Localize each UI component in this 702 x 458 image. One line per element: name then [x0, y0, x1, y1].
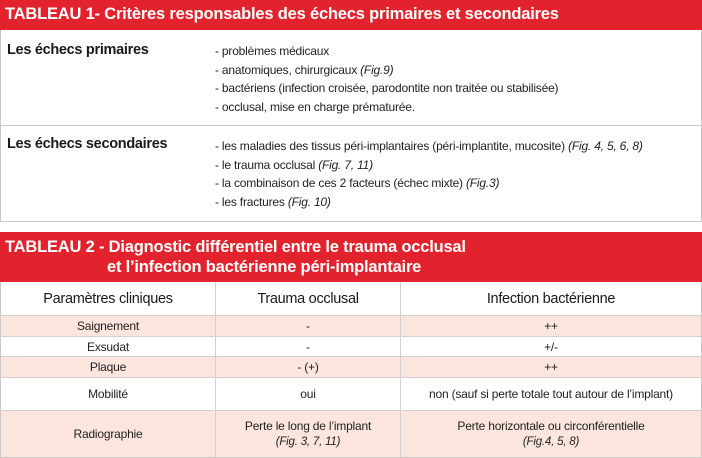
column-header: Trauma occlusal [215, 282, 400, 315]
list-item: - anatomiques, chirurgicaux (Fig.9) [215, 62, 394, 77]
table2-title-line2: et l’infection bactérienne péri-implantaire [107, 258, 422, 276]
list-item: - problèmes médicaux [215, 44, 330, 58]
table-cell: Exsudat [87, 339, 129, 354]
table-cell [400, 411, 701, 457]
list-item: - le trauma occlusal (Fig. 7, 11) [215, 157, 373, 172]
table-row [1, 378, 701, 411]
table1-row-primary [1, 30, 701, 126]
table1 [0, 30, 702, 222]
table-cell: non (sauf si perte totale tout autour de l’implant) [400, 378, 701, 410]
list-item: - les fractures (Fig. 10) [215, 194, 331, 209]
table-cell: - (+) [215, 357, 400, 377]
criteria-list [215, 42, 558, 116]
list-item: - la combinaison de ces 2 facteurs (échec mixte) (Fig.3) [215, 176, 500, 190]
table-cell: ++ [400, 316, 701, 336]
criteria-list [215, 137, 643, 211]
figure-reference: (Fig. 3, 7, 11) [275, 436, 341, 448]
list-item: - occlusal, mise en charge prématurée. [215, 99, 415, 114]
table-row [1, 316, 701, 337]
column-header: Infection bactérienne [400, 282, 701, 315]
table-cell: Plaque [89, 360, 127, 374]
table-cell: +/- [400, 337, 701, 356]
table2 [0, 282, 702, 458]
table-cell: Mobilité [88, 387, 128, 401]
table-row [1, 411, 701, 457]
table-cell [215, 411, 400, 457]
cell-text: Perte horizontale ou circonférentielle [457, 419, 645, 433]
table2-title [0, 232, 702, 282]
table-row [1, 337, 701, 357]
list-item: - les maladies des tissus péri-implantaires (péri-implantite, mucosite) (Fig. 4, 5, 6, 8) [215, 139, 643, 153]
column-header: Paramètres cliniques [43, 290, 173, 307]
figure-reference: (Fig.4, 5, 8) [522, 436, 580, 448]
table-cell: - [215, 337, 400, 356]
row-label: Les échecs primaires [7, 42, 149, 58]
table2-title-line1: TABLEAU 2 - Diagnostic différentiel entre le trauma occlusal [5, 238, 466, 256]
table1-row-secondary [1, 126, 701, 222]
table-row [1, 357, 701, 378]
row-label: Les échecs secondaires [7, 136, 168, 152]
table-cell: - [215, 316, 400, 336]
list-item: - bactériens (infection croisée, parodontite non traitée ou stabilisée) [215, 81, 559, 95]
table1-title: TABLEAU 1- Critères responsables des échecs primaires et secondaires [0, 0, 702, 30]
cell-text: Perte le long de l’implant [244, 419, 372, 433]
table-cell: Radiographie [73, 427, 143, 441]
table-cell: oui [215, 378, 400, 410]
table-header-row [1, 282, 701, 316]
table-cell: ++ [400, 357, 701, 377]
table-cell: Saignement [76, 319, 140, 333]
